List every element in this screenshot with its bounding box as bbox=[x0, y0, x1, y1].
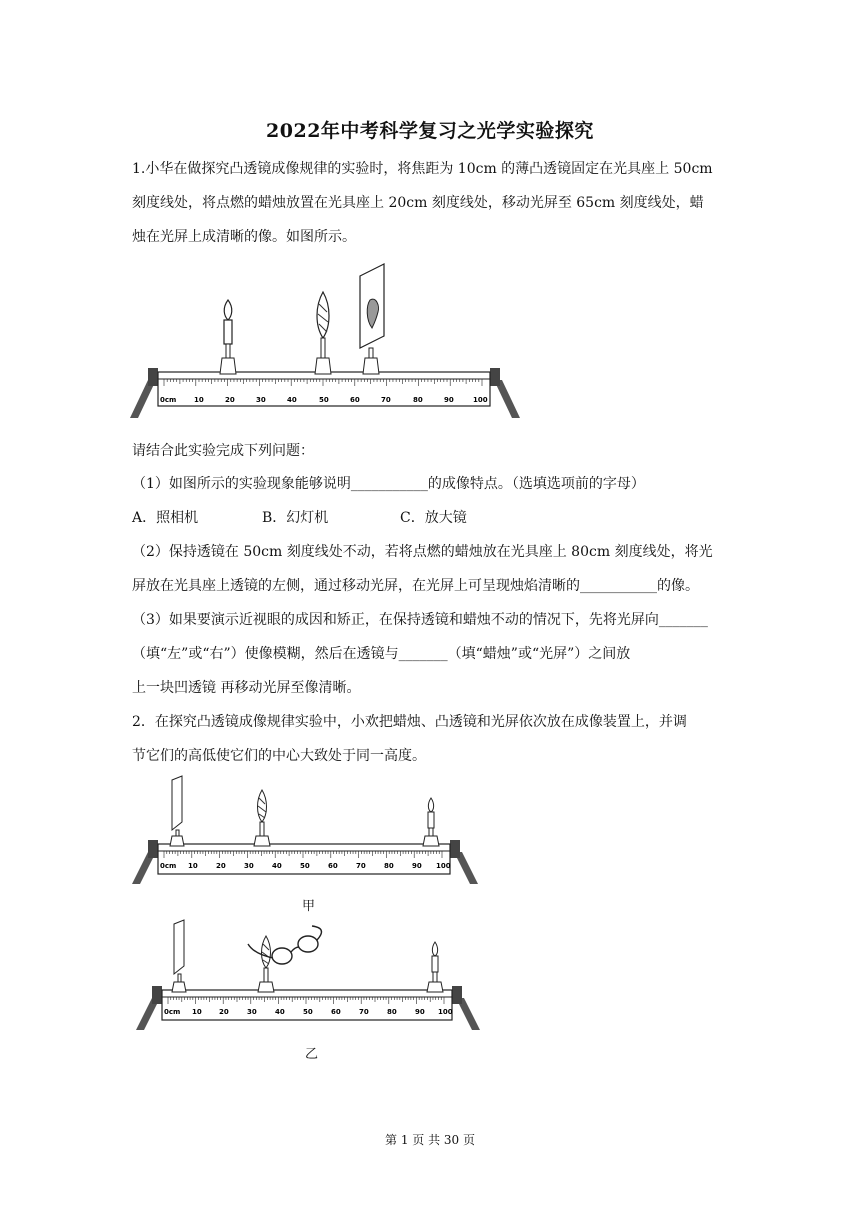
figure-caption-b: 乙 bbox=[305, 1047, 319, 1062]
figure-caption-a: 甲 bbox=[302, 899, 316, 914]
tick-label: 90 bbox=[444, 396, 454, 404]
candle bbox=[423, 798, 439, 846]
tick-label: 10 bbox=[192, 1008, 202, 1016]
tick-label: 30 bbox=[256, 396, 266, 404]
tick-label: 0cm bbox=[160, 396, 177, 404]
tick-label: 0cm bbox=[164, 1008, 181, 1016]
tick-label: 50 bbox=[303, 1008, 313, 1016]
optical-bench-figure-1 bbox=[130, 262, 520, 422]
tick-label: 100 bbox=[436, 862, 451, 870]
option-b: B．幻灯机 bbox=[262, 510, 329, 526]
tick-label: 90 bbox=[415, 1008, 425, 1016]
tick-label: 20 bbox=[216, 862, 226, 870]
q1-prompt: 请结合此实验完成下列问题： bbox=[132, 443, 314, 459]
q1-stem-line-2: 刻度线处，将点燃的蜡烛放置在光具座上 20cm 刻度线处，移动光屏至 65cm 刻度线处，蜡 bbox=[132, 195, 704, 211]
tick-label: 80 bbox=[413, 396, 423, 404]
tick-label: 70 bbox=[356, 862, 366, 870]
tick-label: 0cm bbox=[160, 862, 177, 870]
convex-lens bbox=[258, 936, 274, 992]
candle bbox=[220, 300, 236, 374]
optical-bench-figure-a bbox=[132, 774, 482, 886]
tick-label: 20 bbox=[225, 396, 235, 404]
q1-sub3-line-1: （3）如果要演示近视眼的成因和矫正，在保持透镜和蜡烛不动的情况下，先将光屏向_______ bbox=[132, 612, 708, 628]
glasses-icon bbox=[248, 926, 321, 964]
light-screen bbox=[360, 264, 384, 374]
q1-sub3-line-2: （填“左”或“右”）使像模糊，然后在透镜与_______（填“蜡烛”或“光屏”）之间放 bbox=[132, 646, 631, 662]
page-footer: 第 1 页 共 30 页 bbox=[385, 1133, 475, 1147]
tick-label: 40 bbox=[272, 862, 282, 870]
candle bbox=[427, 942, 443, 992]
tick-label: 30 bbox=[244, 862, 254, 870]
tick-label: 60 bbox=[350, 396, 360, 404]
tick-label: 90 bbox=[412, 862, 422, 870]
convex-lens bbox=[254, 790, 270, 846]
q1-sub3-line-3: 上一块凹透镜 再移动光屏至像清晰。 bbox=[132, 680, 361, 696]
tick-label: 20 bbox=[219, 1008, 229, 1016]
q1-stem-line-1: 1.小华在做探究凸透镜成像规律的实验时，将焦距为 10cm 的薄凸透镜固定在光具座上 50cm bbox=[132, 161, 713, 177]
q1-sub1: （1）如图所示的实验现象能够说明___________的成像特点。（选填选项前的字母） bbox=[132, 476, 645, 492]
tick-label: 70 bbox=[359, 1008, 369, 1016]
light-screen bbox=[172, 920, 186, 992]
tick-label: 60 bbox=[328, 862, 338, 870]
q2-stem-line-2: 节它们的高低使它们的中心大致处于同一高度。 bbox=[132, 748, 426, 764]
bench-left-end bbox=[148, 368, 158, 386]
tick-label: 100 bbox=[473, 396, 488, 404]
bench-right-end bbox=[490, 368, 500, 386]
tick-label: 10 bbox=[188, 862, 198, 870]
page-title: 2022年中考科学复习之光学实验探究 bbox=[266, 120, 594, 142]
tick-label: 50 bbox=[300, 862, 310, 870]
tick-label: 30 bbox=[247, 1008, 257, 1016]
tick-label: 100 bbox=[438, 1008, 453, 1016]
tick-label: 80 bbox=[387, 1008, 397, 1016]
option-c: C．放大镜 bbox=[400, 510, 467, 526]
tick-label: 60 bbox=[331, 1008, 341, 1016]
q1-sub2-line-2: 屏放在光具座上透镜的左侧，通过移动光屏，在光屏上可呈现烛焰清晰的___________的像。 bbox=[132, 578, 699, 594]
tick-label: 40 bbox=[287, 396, 297, 404]
light-screen bbox=[170, 776, 184, 846]
option-a: A．照相机 bbox=[132, 510, 199, 526]
tick-label: 70 bbox=[381, 396, 391, 404]
q1-stem-line-3: 烛在光屏上成清晰的像。如图所示。 bbox=[132, 229, 356, 245]
convex-lens bbox=[315, 292, 331, 374]
tick-label: 80 bbox=[384, 862, 394, 870]
tick-label: 40 bbox=[275, 1008, 285, 1016]
tick-label: 10 bbox=[194, 396, 204, 404]
optical-bench-figure-b bbox=[136, 914, 482, 1032]
q2-stem-line-1: 2．在探究凸透镜成像规律实验中，小欢把蜡烛、凸透镜和光屏依次放在成像装置上，并调 bbox=[132, 714, 687, 730]
q1-sub2-line-1: （2）保持透镜在 50cm 刻度线处不动，若将点燃的蜡烛放在光具座上 80cm 刻度线处，将光 bbox=[132, 544, 713, 560]
tick-label: 50 bbox=[319, 396, 329, 404]
